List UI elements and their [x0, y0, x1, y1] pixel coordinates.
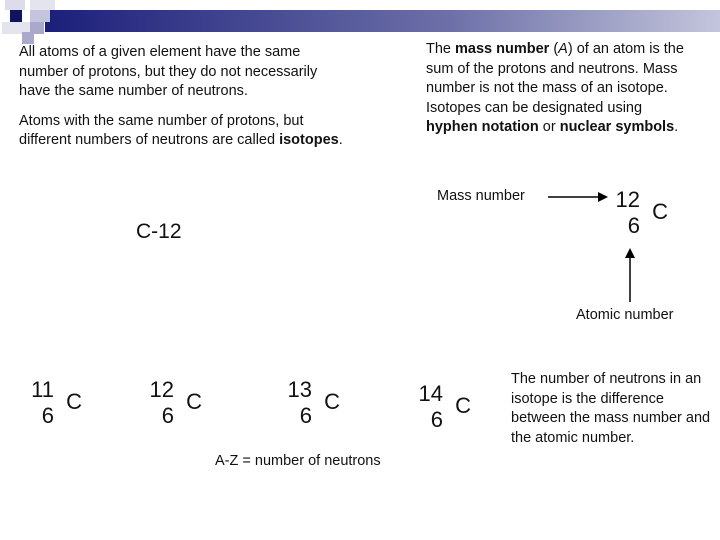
hyphen-notation-example: C-12	[136, 220, 182, 243]
title-bar-decoration	[45, 10, 720, 32]
isotope-c12: 12 6 C	[149, 377, 202, 428]
atomic-number-label: Atomic number	[576, 307, 674, 323]
arrow-up-icon	[623, 248, 637, 302]
isotope-definition-text	[19, 43, 349, 151]
paragraph-2: Atoms with the same number of protons, but different numbers of neutrons are called isotopes.	[19, 112, 343, 148]
mass-number-text: The mass number (A) of an atom is the sum of the protons and neutrons. Mass number is not the mass of an isotope. Isotopes can be designated using hyphen notation or nuclear symbols.	[426, 41, 684, 135]
isotope-c14: 14 6 C	[418, 381, 471, 432]
isotope-c11: 11 6 C	[31, 377, 82, 428]
isotope-c13: 13 6 C	[287, 377, 340, 428]
arrow-right-icon	[548, 190, 608, 204]
neutron-note: The number of neutrons in an isotope is the difference between the mass number and the atomic number.	[511, 371, 711, 446]
paragraph-1: All atoms of a given element have the same number of protons, but they do not necessarily have the same number of neutrons.	[19, 44, 318, 99]
mass-number-label: Mass number	[437, 188, 525, 204]
neutron-formula: A-Z = number of neutrons	[215, 453, 381, 469]
nuclear-symbol-diagram: 12 6 C	[615, 187, 668, 238]
